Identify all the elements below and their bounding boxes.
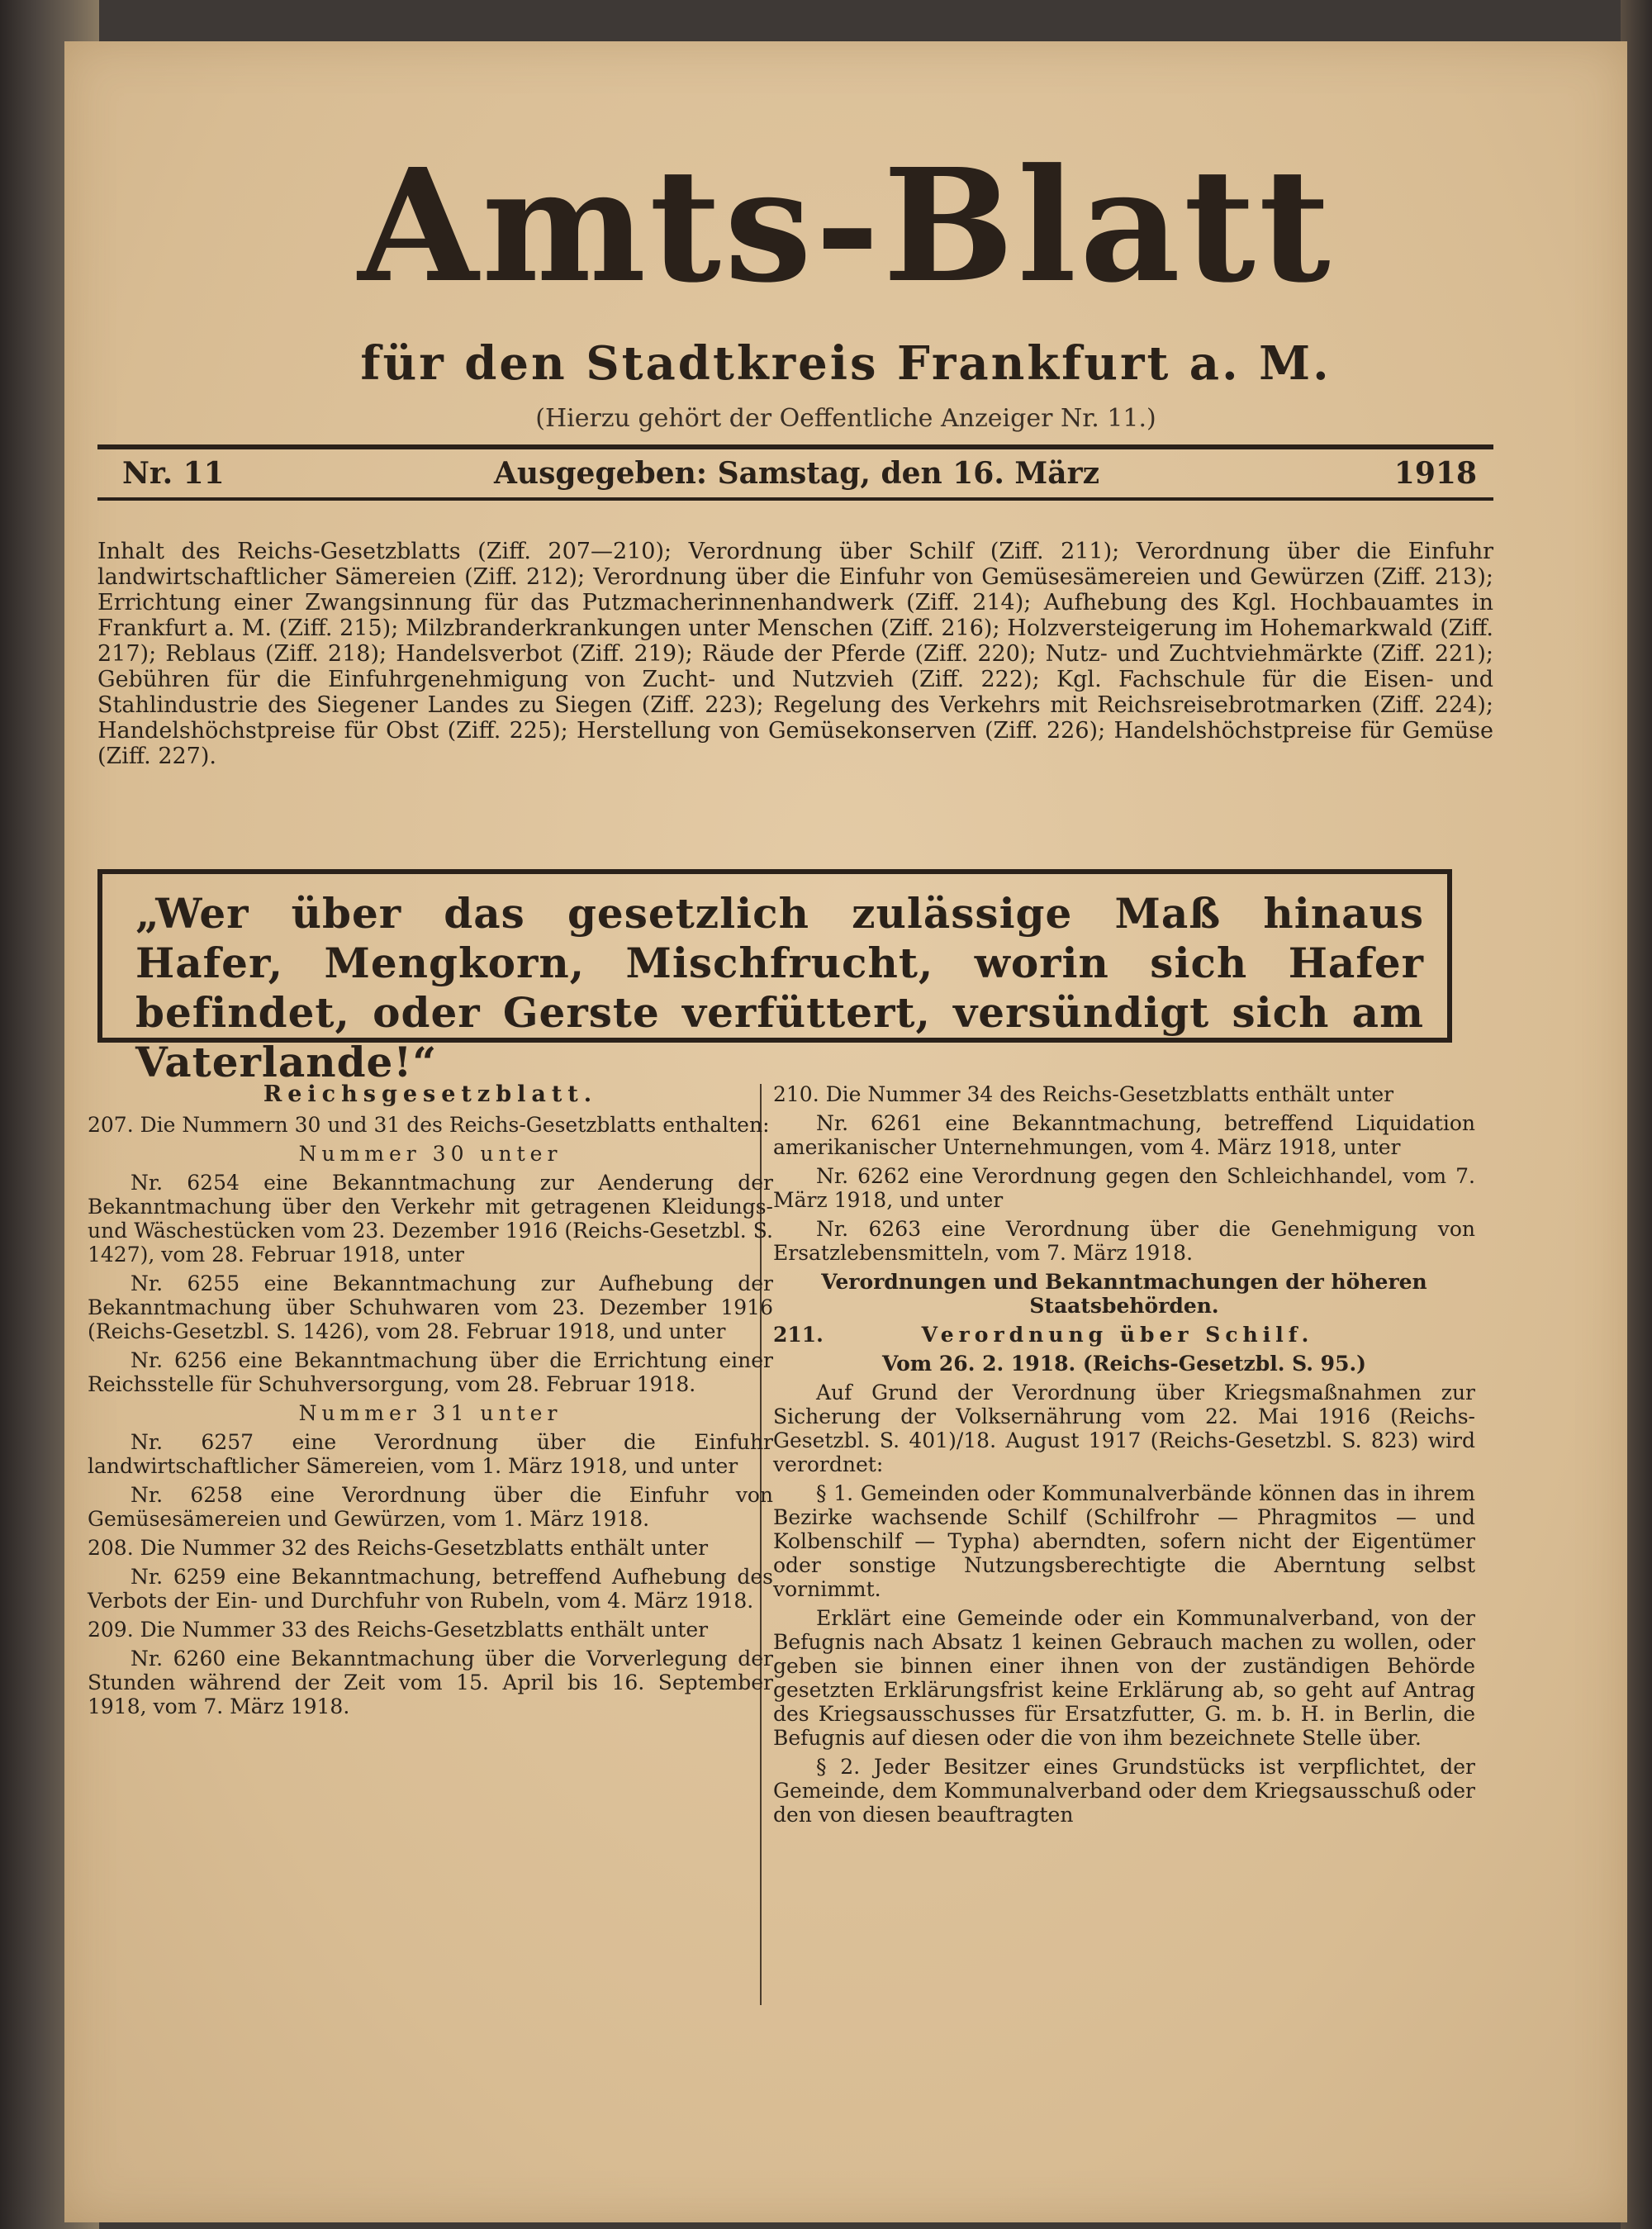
item-6259: Nr. 6259 eine Bekanntmachung, betreffend Aufhebung des Verbots der Ein- und Durchfuhr von Rubeln, vom 4. März 1918. xyxy=(88,1565,773,1613)
header-rule-top xyxy=(97,444,1493,449)
item-209: 209. Die Nummer 33 des Reichs-Gesetzblatts enthält unter xyxy=(88,1618,709,1642)
item-211-heading xyxy=(773,1323,1475,1347)
item-6257: Nr. 6257 eine Verordnung über die Einfuhr landwirtschaftlicher Sämereien, vom 1. März 1918, und unter xyxy=(88,1430,773,1478)
contents-text: Inhalt des Reichs-Gesetzblatts (Ziff. 207—210); Verordnung über Schilf (Ziff. 211); Verordnung über die Einfuhr landwirtschaftlicher Sämereien (Ziff. 212); Verordnung über die Einfuhr von Gemüsesämereien und Gewürzen (Ziff. 213); Errichtung einer Zwangsinnung für das Putzmacherinnenhandwerk (Ziff. 214); Aufhebung des Kgl. Hochbauamtes in Frankfurt a. M. (Ziff. 215); Milzbranderkrankungen unter Menschen (Ziff. 216); Holzversteigerung im Hohemarkwald (Ziff. 217); Reblaus (Ziff. 218); Handelsverbot (Ziff. 219); Räude der Pferde (Ziff. 220); Nutz- und Zuchtviehmärkte (Ziff. 221); Gebühren für die Einfuhrgenehmigung von Zucht- und Nutzvieh (Ziff. 222); Kgl. Fachschule für die Eisen- und Stahlindustrie des Siegener Landes zu Siegen (Ziff. 223); Regelung des Verkehrs mit Reichsreisebrotmarken (Ziff. 224); Handelshöchstpreise für Obst (Ziff. 225); Herstellung von Gemüsekonserven (Ziff. 226); Handelshöchstpreise für Gemüse (Ziff. 227). xyxy=(97,539,1493,769)
item-211-section-1: § 1. Gemeinden oder Kommunalverbände können das in ihrem Bezirke wachsende Schilf (Schilfrohr — Phragmitos — und Kolbenschilf — Typha) aberndten, sofern nicht der Eigentümer oder sonstige Nutzungsberechtigte die Aberntung selbst vornimmt. xyxy=(773,1481,1475,1601)
subheading-30: Nummer 30 unter xyxy=(298,1142,563,1166)
item-211-section-1b: Erklärt eine Gemeinde oder ein Kommunalverband, von der Befugnis nach Absatz 1 keinen Gebrauch machen zu wollen, oder geben sie binnen einer ihnen von der zuständigen Behörde gesetzten Erklärungsfrist keine Erklärung ab, so geht auf Antrag des Kriegsausschusses für Ersatzfutter, G. m. b. H. in Berlin, die Befugnis auf diesen oder die von ihm bezeichnete Stelle über. xyxy=(773,1606,1475,1750)
item-6261: Nr. 6261 eine Bekanntmachung, betreffend Liquidation amerikanischer Unternehmungen, vom 4. März 1918, unter xyxy=(773,1111,1475,1159)
subheading-31: Nummer 31 unter xyxy=(298,1401,563,1425)
masthead-note: (Hierzu gehört der Oeffentliche Anzeiger Nr. 11.) xyxy=(535,404,1156,433)
newspaper-page xyxy=(64,41,1627,2222)
notice-box xyxy=(97,869,1452,1086)
item-208: 208. Die Nummer 32 des Reichs-Gesetzblatts enthält unter xyxy=(88,1536,709,1560)
issue-number: Nr. 11 xyxy=(122,456,225,491)
masthead-title: Amts-Blatt xyxy=(358,135,1334,317)
item-6255: Nr. 6255 eine Bekanntmachung zur Aufhebung der Bekanntmachung über Schuhwaren vom 23. Dezember 1916 (Reichs-Gesetzbl. S. 1426), vom 28. Februar 1918, und unter xyxy=(88,1271,773,1343)
left-column xyxy=(88,1082,773,1723)
item-6260: Nr. 6260 eine Bekanntmachung über die Vorverlegung der Stunden während der Zeit vom 15. April bis 16. September 1918, vom 7. März 1918. xyxy=(88,1647,773,1718)
right-column xyxy=(773,1082,1475,1832)
item-6262: Nr. 6262 eine Verordnung gegen den Schleichhandel, vom 7. März 1918, und unter xyxy=(773,1164,1475,1212)
item-6258: Nr. 6258 eine Verordnung über die Einfuhr von Gemüsesämereien und Gewürzen, vom 1. März 1918. xyxy=(88,1483,773,1531)
item-211-number: 211. xyxy=(773,1323,824,1347)
issue-line xyxy=(122,454,1477,492)
item-211-section-2: § 2. Jeder Besitzer eines Grundstücks ist verpflichtet, der Gemeinde, dem Kommunalverband oder dem Kriegsausschuß oder den von diesen beauftragten xyxy=(773,1755,1475,1827)
item-211-title: Verordnung über Schilf. xyxy=(921,1323,1314,1347)
masthead-subtitle: für den Stadtkreis Frankfurt a. M. xyxy=(360,336,1332,391)
issue-date: Ausgegeben: Samstag, den 16. März xyxy=(494,456,1100,491)
issue-year: 1918 xyxy=(1393,456,1477,491)
section-heading-authorities: Verordnungen und Bekanntmachungen der höheren Staatsbehörden. xyxy=(821,1270,1427,1318)
item-211-date: Vom 26. 2. 1918. (Reichs-Gesetzbl. S. 95.) xyxy=(881,1352,1367,1376)
item-207: 207. Die Nummern 30 und 31 des Reichs-Gesetzblatts enthalten: xyxy=(88,1113,770,1137)
header-rule-bottom xyxy=(97,497,1493,501)
item-6256: Nr. 6256 eine Bekanntmachung über die Errichtung einer Reichsstelle für Schuhversorgung, vom 28. Februar 1918. xyxy=(88,1348,773,1396)
item-6263: Nr. 6263 eine Verordnung über die Genehmigung von Ersatzlebensmitteln, vom 7. März 1918. xyxy=(773,1217,1475,1265)
item-210: 210. Die Nummer 34 des Reichs-Gesetzblatts enthält unter xyxy=(773,1082,1394,1106)
notice-text: „Wer über das gesetzlich zulässige Maß hinaus Hafer, Mengkorn, Mischfrucht, worin sich Hafer befindet, oder Gerste verfüttert, versündigt sich am Vaterlande!“ xyxy=(135,889,1424,1086)
item-6254: Nr. 6254 eine Bekanntmachung zur Aenderung der Bekanntmachung über den Verkehr mit getragenen Kleidungs- und Wäschestücken vom 23. Dezember 1916 (Reichs-Gesetzbl. S. 1427), vom 28. Februar 1918, unter xyxy=(88,1171,773,1267)
item-211-intro: Auf Grund der Verordnung über Kriegsmaßnahmen zur Sicherung der Volksernährung vom 22. Mai 1916 (Reichs-Gesetzbl. S. 401)/18. August 1917 (Reichs-Gesetzbl. S. 823) wird verordnet: xyxy=(773,1381,1475,1476)
section-heading: Reichsgesetzblatt. xyxy=(263,1081,598,1107)
table-of-contents xyxy=(97,539,1493,769)
